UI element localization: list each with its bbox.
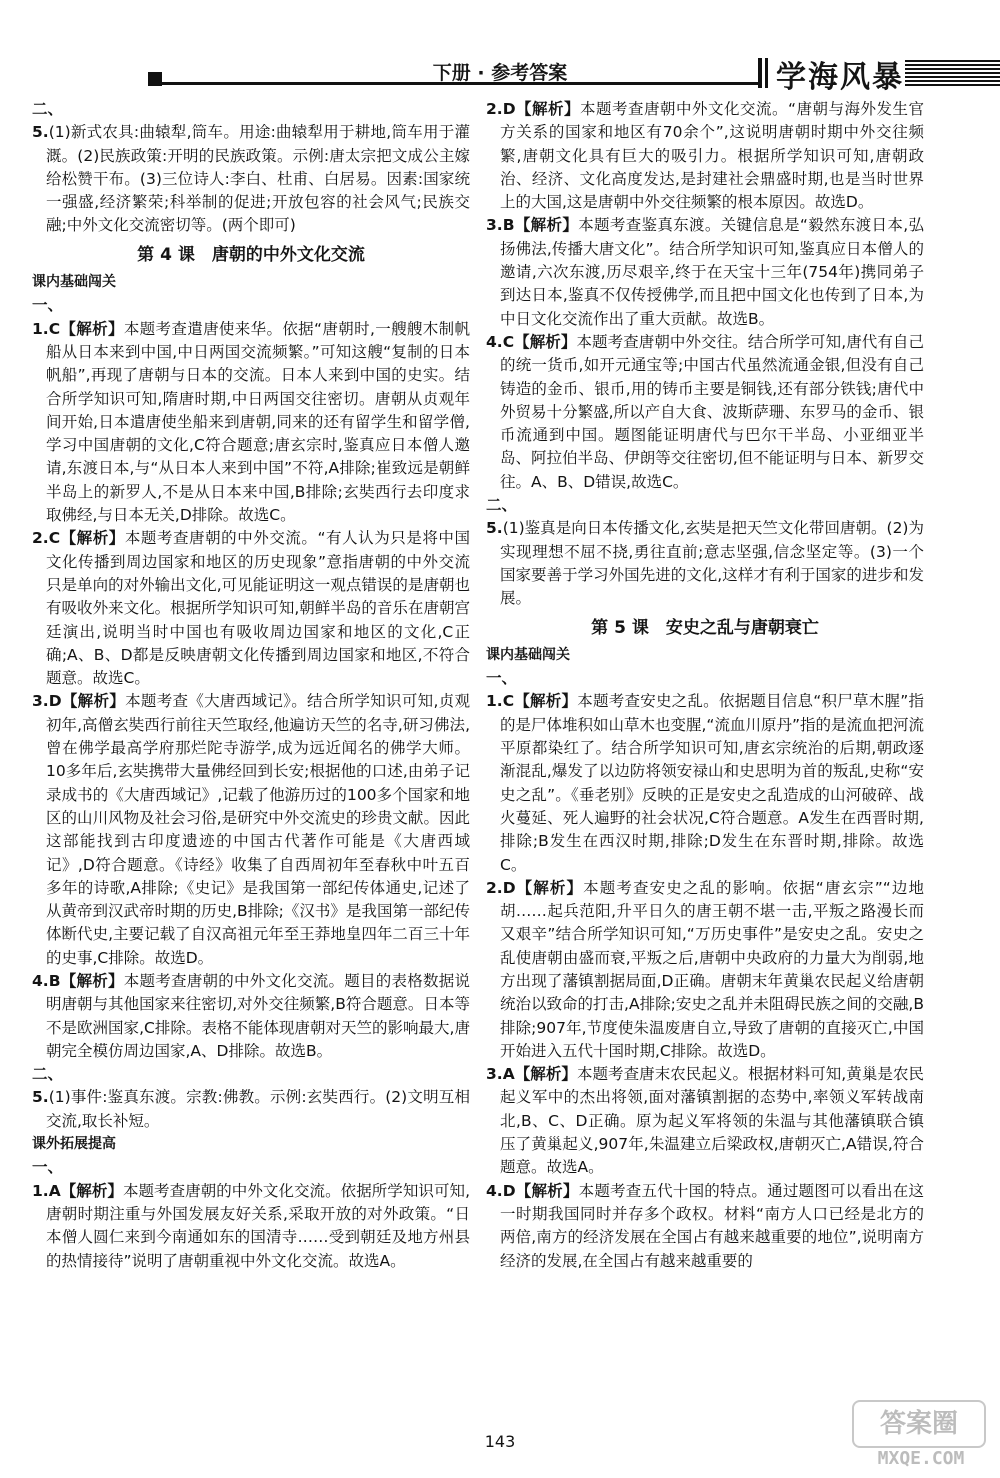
answer-item	[486, 98, 924, 214]
item-text: 本题考查安史之乱的影响。依据“唐玄宗”“边地胡……起兵范阳,升平日久的唐王朝不堪一击,平叛之路漫长而又艰辛”结合所学知识可知,“万历史事件”是安史之乱。安史之乱使唐朝由盛而衰,平叛之后,唐朝中央政府的力量大为削弱,地方出现了藩镇割据局面,D正确。唐朝末年黄巢农民起义给唐朝统治以致命的打击,A排除;安史之乱并未阻碍民族之间的交融,B排除;907年,节度使朱温废唐自立,导致了唐朝的直接灭亡,中国开始进入五代十国时期,C排除。故选D。	[500, 878, 924, 1060]
item-answer: A	[48, 1181, 61, 1200]
header-bar	[758, 58, 762, 88]
analysis-tag: 【解析】	[515, 878, 584, 897]
item-answer: B	[48, 971, 61, 990]
analysis-tag: 【解析】	[514, 692, 578, 711]
analysis-tag: 【解析】	[60, 971, 124, 990]
answer-item	[486, 214, 924, 330]
watermark-logo: 答案圈	[852, 1400, 986, 1448]
item-number: 2.	[32, 529, 49, 548]
analysis-tag: 【解析】	[514, 332, 577, 351]
item-text: (1)事件:鉴真东渡。宗教:佛教。示例:玄奘西行。(2)文明互相交流,取长补短。	[46, 1088, 470, 1130]
item-text: 本题考查唐朝的中外文化交流。题目的表格数据说明唐朝与其他国家来往密切,对外交往频繁,B符合题意。日本等不是欧洲国家,C排除。表格不能体现唐朝对天竺的影响最大,唐朝完全模仿周边国家,A、D排除。故选B。	[46, 971, 470, 1060]
answer-item	[486, 690, 924, 876]
section-heading: 二、	[32, 1065, 64, 1084]
analysis-tag: 【解析】	[515, 1181, 579, 1200]
item-text: 本题考查五代十国的特点。通过题图可以看出在这一时期我国同时并存多个政权。材料“南方人口已经是北方的两倍,南方的经济发展在全国占有越来越重要的地位”,说明南方经济的发展,在全国占有越来越重要的	[500, 1181, 924, 1270]
item-text: (1)新式农具:曲辕犁,筒车。用途:曲辕犁用于耕地,筒车用于灌溉。(2)民族政策:开明的民族政策。示例:唐太宗把文成公主嫁给松赞干布。(3)三位诗人:李白、杜甫、白居易。因素:国家统一强盛,经济繁荣;科举制的促进;开放包容的社会风气;民族交融;中外文化交流密切等。(两个即可)	[46, 123, 470, 235]
analysis-tag: 【解析】	[514, 1065, 577, 1084]
right-column	[486, 98, 924, 1273]
analysis-tag: 【解析】	[60, 319, 124, 338]
item-answer: B	[502, 216, 515, 235]
item-number: 1.	[32, 319, 49, 338]
item-answer: D	[502, 1181, 516, 1200]
item-text: 本题考查安史之乱。依据题目信息“积尸草木腥”指的是尸体堆积如山草木也变腥,“流血川原丹”指的是流血把河流平原都染红了。结合所学知识可知,唐玄宗统治的后期,朝政逐渐混乱,爆发了以边防将领安禄山和史思明为首的叛乱,史称“安史之乱”。《垂老别》反映的正是安史之乱造成的山河破碎、战火蔓延、死人遍野的社会状况,C符合题意。A发生在西晋时期,排除;B发生在西汉时期,排除;D发生在东晋时期,排除。故选C。	[500, 692, 924, 874]
watermark	[856, 1400, 986, 1470]
item-text: 本题考查唐朝中外交往。结合所学可知,唐代有自己的统一货币,如开元通宝等;中国古代虽然流通金银,但没有自己铸造的金币、银币,用的铸币主要是铜钱,还有部分铁钱;唐代中外贸易十分繁盛,所以产自大食、波斯萨珊、东罗马的金币、银币流通到中国。题图能证明唐代与巴尔干半岛、小亚细亚半岛、阿拉伯半岛、伊朗等交往密切,但不能证明与日本、新罗交往。A、B、D错误,故选C。	[500, 332, 924, 491]
item-number: 3.	[32, 692, 49, 711]
answer-item	[486, 517, 924, 610]
answer-item	[32, 1086, 470, 1133]
item-number: 2.	[486, 878, 503, 897]
item-answer: C	[48, 319, 61, 338]
item-answer: D	[502, 878, 516, 897]
item-text: 本题考查《大唐西域记》。结合所学知识可知,贞观初年,高僧玄奘西行前往天竺取经,他遍访天竺的名寺,研习佛法,曾在佛学最高学府那烂陀寺游学,成为远近闻名的佛学大师。10多年后,玄奘携带大量佛经回到长安;根据他的口述,由弟子记录成书的《大唐西域记》,记载了他游历过的100多个国家和地区的山川风物及社会习俗,是研究中外交流史的珍贵文献。因此这部能找到古印度遗迹的中国古代著作可能是《大唐西域记》,D符合题意。《诗经》收集了自西周初年至春秋中叶五百多年的诗歌,A排除;《史记》是我国第一部纪传体通史,记述了从黄帝到汉武帝时期的历史,B排除;《汉书》是我国第一部纪传体断代史,主要记载了自汉高祖元年至王莽地皇四年二百三十年的史事,C排除。故选D。	[46, 692, 470, 967]
header-title: 下册 · 参考答案	[432, 62, 568, 84]
item-text: 本题考查唐末农民起义。根据材料可知,黄巢是农民起义军中的杰出将领,面对藩镇割据的态势中,率领义军转战南北,B、C、D正确。原为起义军将领的朱温与其他藩镇联合镇压了黄巢起义,907年,朱温建立后梁政权,唐朝灭亡,A错误,符合题意。故选A。	[500, 1065, 924, 1177]
item-answer: C	[502, 332, 515, 351]
item-number: 5.	[32, 123, 49, 142]
page-header	[0, 0, 1000, 100]
analysis-tag: 【解析】	[514, 216, 579, 235]
item-number: 3.	[486, 216, 503, 235]
item-text: 本题考查唐朝中外文化交流。“唐朝与海外发生官方关系的国家和地区有70余个”,这说明唐朝时期中外交往频繁,唐朝文化具有巨大的吸引力。根据所学知识可知,唐朝政治、经济、文化高度发达,是封建社会鼎盛时期,也是当时世界上的大国,这是唐朝中外交往频繁的根本原因。故选D。	[500, 100, 924, 212]
answer-item	[32, 318, 470, 528]
section-heading: 二、	[32, 100, 64, 118]
analysis-tag: 【解析】	[60, 529, 125, 548]
analysis-tag: 【解析】	[515, 100, 581, 118]
subsection-title: 课内基础闯关	[486, 646, 570, 663]
item-answer: C	[502, 692, 515, 711]
item-number: 4.	[486, 1181, 503, 1200]
item-text: 本题考查鉴真东渡。关键信息是“毅然东渡日本,弘扬佛法,传播大唐文化”。结合所学知识可知,鉴真应日本僧人的邀请,六次东渡,历尽艰辛,终于在天宝十三年(754年)携同弟子到达日本,鉴真不仅传授佛学,而且把中国文化也传到了日本,为中日文化交流作出了重大贡献。故选B。	[500, 216, 924, 328]
lesson-title: 第 4 课 唐朝的中外文化交流	[137, 244, 365, 265]
item-number: 2.	[486, 100, 503, 118]
analysis-tag: 【解析】	[60, 1181, 123, 1200]
answer-item	[486, 1180, 924, 1273]
answer-item	[32, 527, 470, 690]
item-number: 5.	[32, 1088, 49, 1107]
answer-item	[486, 1063, 924, 1179]
brand-logo: 学海风暴	[776, 60, 904, 95]
watermark-url: MXQE.COM	[877, 1448, 965, 1469]
item-number: 3.	[486, 1065, 503, 1084]
section-heading: 一、	[32, 296, 64, 315]
item-answer: D	[48, 692, 62, 711]
item-number: 5.	[486, 519, 503, 538]
subsection-title: 课内基础闯关	[32, 274, 116, 291]
item-text: 本题考查遣唐使来华。依据“唐朝时,一艘艘木制帆船从日本来到中国,中日两国交流频繁。”可知这艘“复制的日本帆船”,再现了唐朝与日本的交流。日本人来到中国的史实。结合所学知识可知,隋唐时期,中日两国交往密切。唐朝从贞观年间开始,日本遣唐使坐船来到唐朝,同来的还有留学生和留学僧,学习中国唐朝的文化,C符合题意;唐玄宗时,鉴真应日本僧人邀请,东渡日本,与“从日本人来到中国”不符,A排除;崔致远是朝鲜半岛上的新罗人,不是从日本来中国,B排除;玄奘西行去印度求取佛经,与日本无关,D排除。故选C。	[46, 319, 470, 525]
header-stripes	[905, 60, 1000, 88]
section-heading: 一、	[32, 1158, 64, 1177]
section-heading: 二、	[486, 496, 518, 515]
answer-item	[32, 1180, 470, 1273]
lesson-title: 第 5 课 安史之乱与唐朝衰亡	[591, 617, 819, 638]
item-text: 本题考查唐朝的中外交流。“有人认为只是将中国文化传播到周边国家和地区的历史现象”意指唐朝的中外交流只是单向的对外输出文化,可见能证明这一观点错误的是唐朝也有吸收外来文化。根据所学知识可知,朝鲜半岛的音乐在唐朝宫廷演出,说明当时中国也有吸收周边国家和地区的文化,C正确;A、B、D都是反映唐朝文化传播到周边国家和地区,不符合题意。故选C。	[46, 529, 470, 688]
item-text: 本题考查唐朝的中外文化交流。依据所学知识可知,唐朝时期注重与外国发展友好关系,采取开放的对外政策。“日本僧人圆仁来到今南通如东的国清寺……受到朝廷及地方州县的热情接待”说明了唐朝重视中外文化交流。故选A。	[46, 1181, 470, 1270]
answer-item	[486, 877, 924, 1063]
answer-item	[32, 690, 470, 970]
header-square-mark	[148, 72, 162, 86]
answer-item	[486, 331, 924, 494]
item-number: 1.	[32, 1181, 49, 1200]
answer-item	[32, 970, 470, 1063]
item-number: 4.	[486, 332, 503, 351]
item-text: (1)鉴真是向日本传播文化,玄奘是把天竺文化带回唐朝。(2)为实现理想不屈不挠,勇往直前;意志坚强,信念坚定等。(3)一个国家要善于学习外国先进的文化,这样才有利于国家的进步和发展。	[500, 519, 924, 608]
item-number: 1.	[486, 692, 503, 711]
item-answer: D	[502, 100, 516, 118]
analysis-tag: 【解析】	[61, 692, 126, 711]
left-column	[32, 98, 470, 1273]
item-number: 4.	[32, 971, 49, 990]
page-number: 143	[484, 1432, 516, 1451]
subsection-title: 课外拓展提高	[32, 1136, 116, 1153]
header-bar	[765, 58, 768, 88]
section-heading: 一、	[486, 669, 518, 688]
item-answer: C	[48, 529, 61, 548]
item-answer: A	[502, 1065, 515, 1084]
answer-item	[32, 121, 470, 237]
